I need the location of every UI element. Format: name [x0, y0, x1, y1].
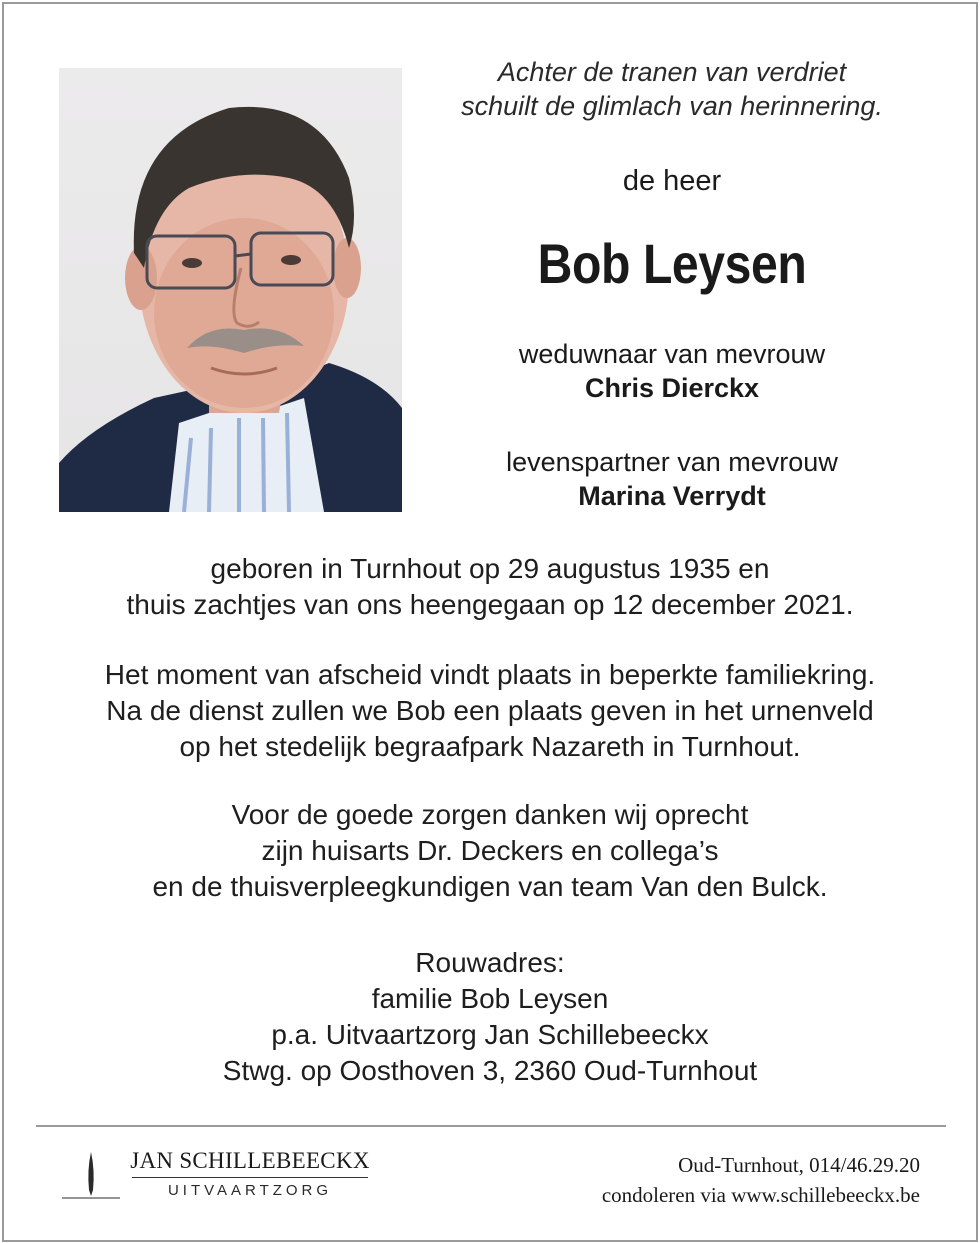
- farewell-paragraph: [20, 657, 960, 765]
- thanks-paragraph: [20, 797, 960, 905]
- relation-spouse: [402, 337, 942, 405]
- deceased-name: Bob Leysen: [537, 232, 807, 295]
- thanks-line-2: zijn huisarts Dr. Deckers en collega’s: [261, 835, 719, 866]
- farewell-line-2: Na de dienst zullen we Bob een plaats geven in het urnenveld: [106, 695, 874, 726]
- footer-contact: [520, 1150, 920, 1210]
- quote-line-1: Achter de tranen van verdriet: [497, 57, 847, 87]
- funeral-home-name: JAN SCHILLEBEECKX: [130, 1148, 370, 1173]
- thanks-line-1: Voor de goede zorgen danken wij oprecht: [231, 799, 749, 830]
- birth-line: geboren in Turnhout op 29 augustus 1935 en: [210, 553, 770, 584]
- relation-spouse-label: weduwnaar van mevrouw: [518, 339, 826, 369]
- cypress-tree-icon: [62, 1150, 120, 1202]
- memorial-quote: [402, 55, 942, 123]
- relation-partner-name: Marina Verrydt: [578, 481, 766, 511]
- birth-death-paragraph: [20, 551, 960, 623]
- relation-spouse-name: Chris Dierckx: [584, 373, 760, 403]
- quote-line-2: schuilt de glimlach van herinnering.: [461, 91, 883, 121]
- death-line: thuis zachtjes van ons heengegaan op 12 december 2021.: [126, 589, 854, 620]
- footer-divider: [36, 1125, 946, 1127]
- thanks-line-3: en de thuisverpleegkundigen van team Van den Bulck.: [152, 871, 828, 902]
- farewell-line-1: Het moment van afscheid vindt plaats in beperkte familiekring.: [104, 659, 876, 690]
- contact-website[interactable]: condoleren via www.schillebeeckx.be: [601, 1183, 920, 1207]
- address-line-1: familie Bob Leysen: [371, 983, 609, 1014]
- address-line-2: p.a. Uitvaartzorg Jan Schillebeeckx: [271, 1019, 709, 1050]
- contact-phone: Oud-Turnhout, 014/46.29.20: [678, 1153, 920, 1177]
- relation-partner-label: levenspartner van mevrouw: [506, 447, 838, 477]
- relation-partner: [402, 445, 942, 513]
- farewell-line-3: op het stedelijk begraafpark Nazareth in Turnhout.: [179, 731, 801, 762]
- honorific: de heer: [622, 165, 722, 197]
- logo-underline: [132, 1177, 368, 1178]
- funeral-home-subtitle: UITVAARTZORG: [167, 1182, 333, 1199]
- portrait-photo: [59, 68, 402, 512]
- address-line-3: Stwg. op Oosthoven 3, 2360 Oud-Turnhout: [222, 1055, 758, 1086]
- address-heading: Rouwadres:: [415, 947, 565, 978]
- mourning-address: [20, 945, 960, 1089]
